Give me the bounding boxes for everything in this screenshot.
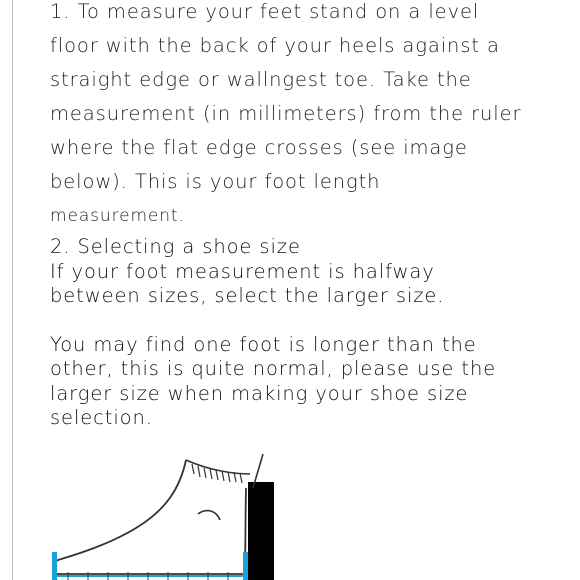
sock-cuff — [186, 460, 250, 474]
step-1-line: floor with the back of your heels against a — [50, 34, 500, 57]
step-2-line: between sizes, select the larger size. — [50, 284, 445, 307]
note-line: other, this is quite normal, please use the — [50, 357, 497, 380]
left-border-line — [12, 0, 13, 580]
step-1-line: 1. To measure your feet stand on a level — [50, 0, 480, 23]
step-2-paragraph — [50, 235, 575, 309]
note-line: selection. — [50, 406, 153, 429]
ankle-curve — [198, 511, 220, 520]
note-line: larger size when making your shoe size — [50, 381, 469, 405]
step-1-line: measurement (in millimeters) from the ruler — [50, 102, 522, 125]
wall-block — [248, 482, 274, 580]
step-1-paragraph — [50, 0, 575, 233]
size-guide-text — [50, 0, 575, 431]
step-1-line: where the flat edge crosses (see image — [50, 136, 468, 159]
step-1-line: straight edge or wallngest toe. Take the — [50, 68, 472, 91]
note-line: You may find one foot is longer than the — [50, 332, 477, 356]
foot-measurement-icon — [48, 448, 278, 580]
sock-ribbing — [192, 464, 242, 483]
step-2-line: If your foot measurement is halfway — [50, 259, 435, 283]
step-1-line: below). This is your foot length — [50, 170, 381, 193]
step-2-heading: 2. Selecting a shoe size — [50, 235, 301, 258]
step-1-line: measurement. — [50, 206, 185, 226]
note-paragraph — [50, 333, 575, 431]
